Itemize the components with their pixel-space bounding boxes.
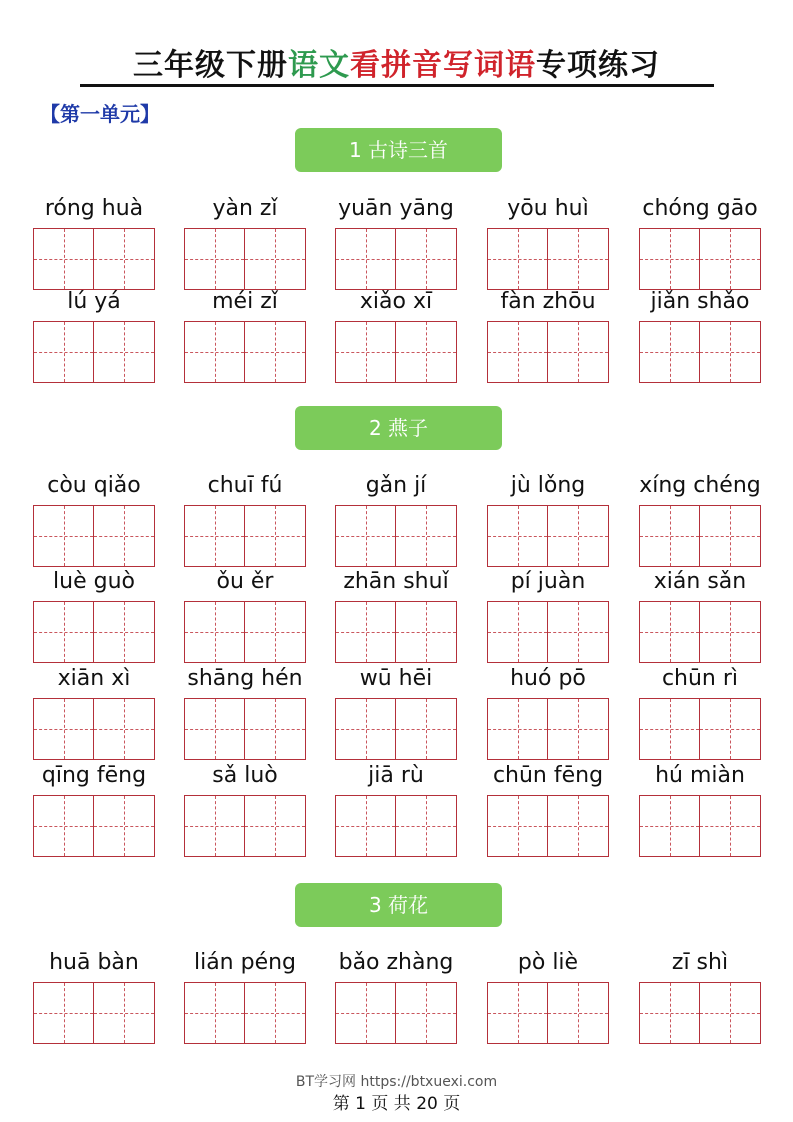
tian-zi-box[interactable]	[33, 228, 94, 290]
tian-zi-box[interactable]	[184, 982, 245, 1044]
writing-grid	[487, 795, 609, 857]
pinyin-label: huā bàn	[49, 950, 139, 975]
tian-zi-box[interactable]	[487, 505, 548, 567]
tian-zi-box[interactable]	[639, 321, 700, 383]
writing-grid	[335, 505, 457, 567]
writing-grid	[639, 698, 761, 760]
tian-zi-box[interactable]	[245, 228, 306, 290]
pinyin-label: yàn zǐ	[212, 196, 278, 221]
tian-zi-box[interactable]	[548, 321, 609, 383]
word-cell	[184, 194, 306, 224]
pinyin-label: sǎ luò	[212, 763, 278, 788]
tian-zi-box[interactable]	[94, 982, 155, 1044]
tian-zi-box[interactable]	[700, 795, 761, 857]
word-cell	[33, 287, 155, 317]
tian-zi-box[interactable]	[639, 698, 700, 760]
word-cell	[639, 194, 761, 224]
pinyin-label: xiǎo xī	[359, 289, 433, 314]
word-cell	[33, 194, 155, 224]
section-header: 1 古诗三首	[295, 128, 502, 172]
writing-grid	[487, 228, 609, 290]
word-cell	[184, 761, 306, 791]
writing-grid	[335, 795, 457, 857]
pinyin-label: luè guò	[53, 569, 135, 594]
tian-zi-box[interactable]	[184, 505, 245, 567]
writing-grid	[335, 698, 457, 760]
tian-zi-box[interactable]	[548, 982, 609, 1044]
word-cell	[33, 471, 155, 501]
writing-grid	[639, 795, 761, 857]
word-cell	[487, 761, 609, 791]
word-cell	[487, 664, 609, 694]
word-cell	[487, 194, 609, 224]
writing-grid	[184, 505, 306, 567]
pinyin-label: xíng chéng	[639, 473, 761, 498]
pinyin-label: qīng fēng	[41, 763, 147, 788]
writing-grid	[639, 321, 761, 383]
writing-grid	[335, 321, 457, 383]
pinyin-label: zī shì	[671, 950, 729, 975]
pinyin-label: jiā rù	[368, 763, 424, 788]
word-cell	[487, 287, 609, 317]
tian-zi-box[interactable]	[245, 505, 306, 567]
pinyin-label: róng huà	[44, 196, 144, 221]
word-cell	[335, 664, 457, 694]
tian-zi-box[interactable]	[700, 321, 761, 383]
section-header: 3 荷花	[295, 883, 502, 927]
writing-grid	[487, 321, 609, 383]
word-cell	[33, 761, 155, 791]
unit-label: 【第一单元】	[40, 102, 160, 126]
pinyin-label: chóng gāo	[642, 196, 758, 221]
tian-zi-box[interactable]	[396, 795, 457, 857]
tian-zi-box[interactable]	[33, 982, 94, 1044]
pinyin-label: chūn fēng	[492, 763, 604, 788]
tian-zi-box[interactable]	[335, 505, 396, 567]
title-part-topic: 看拼音写词语	[350, 48, 536, 83]
word-cell	[335, 471, 457, 501]
tian-zi-box[interactable]	[700, 228, 761, 290]
tian-zi-box[interactable]	[548, 698, 609, 760]
word-cell	[184, 567, 306, 597]
writing-grid	[184, 601, 306, 663]
tian-zi-box[interactable]	[33, 601, 94, 663]
tian-zi-box[interactable]	[94, 698, 155, 760]
tian-zi-box[interactable]	[94, 601, 155, 663]
pinyin-label: gǎn jí	[365, 473, 427, 498]
tian-zi-box[interactable]	[33, 795, 94, 857]
word-cell	[184, 664, 306, 694]
writing-grid	[184, 982, 306, 1044]
tian-zi-box[interactable]	[184, 698, 245, 760]
word-cell	[639, 761, 761, 791]
tian-zi-box[interactable]	[548, 228, 609, 290]
tian-zi-box[interactable]	[548, 505, 609, 567]
tian-zi-box[interactable]	[335, 321, 396, 383]
writing-grid	[335, 228, 457, 290]
tian-zi-box[interactable]	[245, 601, 306, 663]
tian-zi-box[interactable]	[487, 698, 548, 760]
tian-zi-box[interactable]	[639, 228, 700, 290]
word-cell	[639, 948, 761, 978]
pinyin-label: fàn zhōu	[500, 289, 596, 314]
word-cell	[335, 761, 457, 791]
pinyin-label: pí juàn	[510, 569, 586, 594]
word-cell	[335, 567, 457, 597]
writing-grid	[639, 982, 761, 1044]
tian-zi-box[interactable]	[335, 982, 396, 1044]
writing-grid	[487, 601, 609, 663]
word-cell	[639, 567, 761, 597]
writing-grid	[33, 228, 155, 290]
tian-zi-box[interactable]	[396, 228, 457, 290]
pinyin-label: chuī fú	[207, 473, 283, 498]
pinyin-label: wū hēi	[359, 666, 433, 691]
pinyin-label: bǎo zhàng	[338, 950, 454, 975]
pinyin-label: lián péng	[193, 950, 297, 975]
writing-grid	[33, 698, 155, 760]
pinyin-label: yōu huì	[507, 196, 589, 221]
word-cell	[184, 287, 306, 317]
tian-zi-box[interactable]	[33, 698, 94, 760]
writing-grid	[487, 982, 609, 1044]
tian-zi-box[interactable]	[700, 698, 761, 760]
tian-zi-box[interactable]	[639, 505, 700, 567]
word-cell	[33, 567, 155, 597]
pinyin-label: yuān yāng	[338, 196, 454, 221]
word-cell	[335, 948, 457, 978]
writing-grid	[33, 505, 155, 567]
writing-grid	[335, 601, 457, 663]
footer-page-number: 第 1 页 共 20 页	[332, 1094, 461, 1114]
pinyin-label: shāng hén	[187, 666, 303, 691]
writing-grid	[184, 698, 306, 760]
word-cell	[639, 664, 761, 694]
tian-zi-box[interactable]	[639, 795, 700, 857]
writing-grid	[335, 982, 457, 1044]
word-cell	[184, 948, 306, 978]
writing-grid	[33, 321, 155, 383]
word-cell	[639, 471, 761, 501]
writing-grid	[184, 321, 306, 383]
word-cell	[487, 471, 609, 501]
tian-zi-box[interactable]	[700, 505, 761, 567]
pinyin-label: ǒu ěr	[216, 569, 274, 594]
tian-zi-box[interactable]	[396, 698, 457, 760]
tian-zi-box[interactable]	[548, 795, 609, 857]
tian-zi-box[interactable]	[245, 795, 306, 857]
tian-zi-box[interactable]	[487, 228, 548, 290]
tian-zi-box[interactable]	[184, 228, 245, 290]
tian-zi-box[interactable]	[335, 601, 396, 663]
writing-grid	[639, 601, 761, 663]
writing-grid	[639, 228, 761, 290]
pinyin-label: còu qiǎo	[47, 473, 141, 498]
pinyin-label: hú miàn	[655, 763, 745, 788]
tian-zi-box[interactable]	[487, 795, 548, 857]
word-cell	[33, 664, 155, 694]
title-part-subject: 语文	[288, 48, 350, 83]
pinyin-label: zhān shuǐ	[343, 569, 449, 594]
pinyin-label: jù lǒng	[510, 473, 586, 498]
word-cell	[184, 471, 306, 501]
tian-zi-box[interactable]	[94, 228, 155, 290]
writing-grid	[639, 505, 761, 567]
tian-zi-box[interactable]	[94, 321, 155, 383]
footer-source: BT学习网 https://btxuexi.com	[295, 1074, 498, 1090]
tian-zi-box[interactable]	[335, 795, 396, 857]
tian-zi-box[interactable]	[548, 601, 609, 663]
title-part-practice: 专项练习	[536, 48, 660, 83]
section-header: 2 燕子	[295, 406, 502, 450]
tian-zi-box[interactable]	[487, 601, 548, 663]
pinyin-label: xián sǎn	[653, 569, 747, 594]
tian-zi-box[interactable]	[245, 321, 306, 383]
writing-grid	[184, 228, 306, 290]
title-underline	[80, 84, 714, 87]
pinyin-label: xiān xì	[57, 666, 131, 691]
tian-zi-box[interactable]	[700, 982, 761, 1044]
tian-zi-box[interactable]	[33, 321, 94, 383]
writing-grid	[33, 601, 155, 663]
tian-zi-box[interactable]	[335, 698, 396, 760]
tian-zi-box[interactable]	[94, 795, 155, 857]
tian-zi-box[interactable]	[245, 698, 306, 760]
writing-grid	[33, 795, 155, 857]
word-cell	[639, 287, 761, 317]
tian-zi-box[interactable]	[184, 795, 245, 857]
tian-zi-box[interactable]	[184, 601, 245, 663]
word-cell	[487, 567, 609, 597]
tian-zi-box[interactable]	[396, 505, 457, 567]
pinyin-label: jiǎn shǎo	[650, 289, 750, 314]
tian-zi-box[interactable]	[184, 321, 245, 383]
writing-grid	[487, 698, 609, 760]
tian-zi-box[interactable]	[396, 982, 457, 1044]
tian-zi-box[interactable]	[639, 601, 700, 663]
tian-zi-box[interactable]	[487, 982, 548, 1044]
tian-zi-box[interactable]	[396, 321, 457, 383]
tian-zi-box[interactable]	[33, 505, 94, 567]
writing-grid	[487, 505, 609, 567]
tian-zi-box[interactable]	[639, 982, 700, 1044]
title-part-grade: 三年级下册	[133, 48, 288, 83]
pinyin-label: huó pō	[510, 666, 586, 691]
tian-zi-box[interactable]	[245, 982, 306, 1044]
tian-zi-box[interactable]	[94, 505, 155, 567]
tian-zi-box[interactable]	[700, 601, 761, 663]
word-cell	[335, 194, 457, 224]
pinyin-label: pò liè	[517, 950, 579, 975]
writing-grid	[33, 982, 155, 1044]
pinyin-label: chūn rì	[661, 666, 739, 691]
page-title	[0, 40, 793, 84]
tian-zi-box[interactable]	[396, 601, 457, 663]
word-cell	[335, 287, 457, 317]
pinyin-label: méi zǐ	[212, 289, 278, 314]
tian-zi-box[interactable]	[487, 321, 548, 383]
word-cell	[33, 948, 155, 978]
writing-grid	[184, 795, 306, 857]
pinyin-label: lú yá	[67, 289, 121, 314]
tian-zi-box[interactable]	[335, 228, 396, 290]
word-cell	[487, 948, 609, 978]
